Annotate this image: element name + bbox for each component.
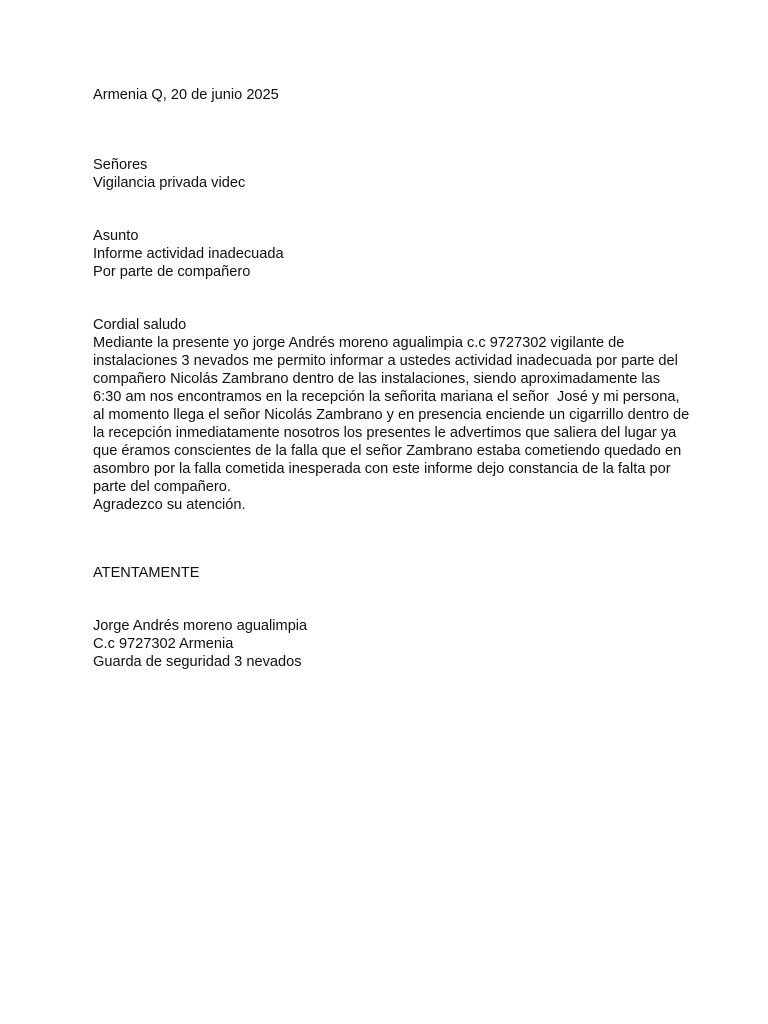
body-line: que éramos conscientes de la falla que el señor Zambrano estaba cometiendo quedado en [93,443,682,459]
recipient-organization: Vigilancia privada videc [93,175,246,191]
closing-text: ATENTAMENTE [93,565,200,581]
body-line: 6:30 am nos encontramos en la recepción la señorita mariana el señor José y mi persona, [93,389,680,405]
body-line: al momento llega el señor Nicolás Zambrano y en presencia enciende un cigarrillo dentro de [93,407,690,423]
subject-line-1: Informe actividad inadecuada [93,246,284,262]
thanks-line: Agradezco su atención. [93,497,246,513]
body-line: instalaciones 3 nevados me permito informar a ustedes actividad inadecuada por parte del [93,353,678,369]
body-line: parte del compañero. [93,479,231,495]
greeting: Cordial saludo [93,317,187,333]
closing-block [93,564,678,582]
subject-label: Asunto [93,228,139,244]
signature-role: Guarda de seguridad 3 nevados [93,654,302,670]
recipient-block [93,156,678,192]
body-line: compañero Nicolás Zambrano dentro de las instalaciones, siendo aproximadamente las [93,371,661,387]
subject-block [93,227,678,281]
subject-line-2: Por parte de compañero [93,264,251,280]
signature-id: C.c 9727302 Armenia [93,636,234,652]
date-line: Armenia Q, 20 de junio 2025 [93,87,279,103]
letter-body [93,316,690,514]
body-line: Mediante la presente yo jorge Andrés moreno agualimpia c.c 9727302 vigilante de [93,335,625,351]
signature-block [93,617,678,671]
body-line: la recepción inmediatamente nosotros los presentes le advertimos que saliera del lugar ya [93,425,677,441]
body-line: asombro por la falla cometida inesperada con este informe dejo constancia de la falta por [93,461,671,477]
signature-name: Jorge Andrés moreno agualimpia [93,618,308,634]
recipient-title: Señores [93,157,148,173]
date-line-block [93,86,678,104]
